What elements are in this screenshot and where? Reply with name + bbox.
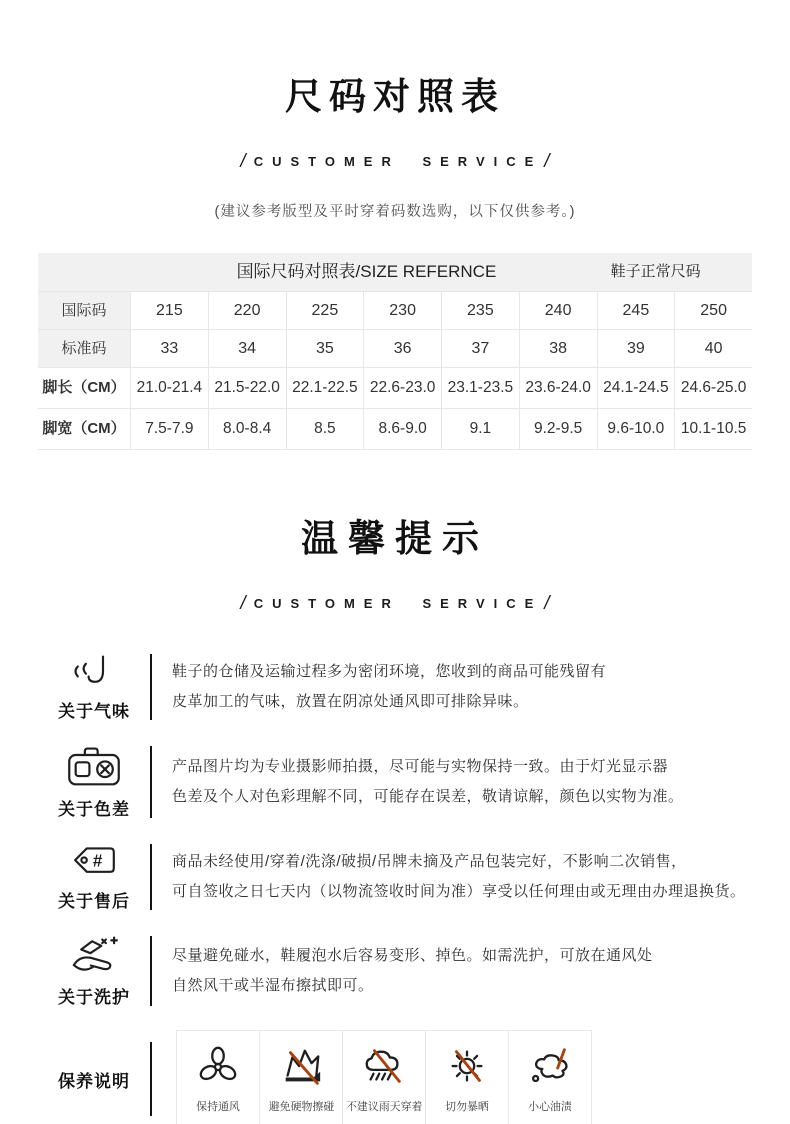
no-hard-object-icon xyxy=(278,1044,324,1090)
care-box-label: 避免硬物擦碰 xyxy=(268,1101,334,1113)
table-cell: 8.6-9.0 xyxy=(363,409,441,449)
tips-list xyxy=(38,652,752,1124)
size-note: (建议参考版型及平时穿着码数选购，以下仅供参考。) xyxy=(214,204,576,220)
table-cell: 8.0-8.4 xyxy=(208,409,286,449)
table-cell: 36 xyxy=(363,330,441,367)
table-cell: 240 xyxy=(519,292,597,329)
table-cell: 24.6-25.0 xyxy=(674,368,752,408)
care-section xyxy=(38,1030,752,1124)
table-cell: 9.2-9.5 xyxy=(519,409,597,449)
size-chart-title: 尺码对照表 xyxy=(285,76,505,117)
no-rain-icon xyxy=(361,1044,407,1090)
size-table xyxy=(38,253,752,450)
tip-left-column xyxy=(38,652,150,722)
table-cell: 21.5-22.0 xyxy=(208,368,286,408)
tip-row-aftersale xyxy=(38,842,752,912)
care-box-label: 不建议雨天穿着 xyxy=(345,1101,423,1113)
tip-left-column xyxy=(38,744,150,820)
table-cell: 235 xyxy=(441,292,519,329)
table-header-right: 鞋子正常尺码 xyxy=(610,263,701,280)
tag-icon xyxy=(67,842,121,880)
tip-left-column xyxy=(38,934,150,1008)
tip-label: 关于气味 xyxy=(58,702,130,721)
care-box-label: 切勿暴晒 xyxy=(445,1101,489,1113)
table-cell: 35 xyxy=(286,330,364,367)
slash-decoration: / xyxy=(240,151,246,172)
row-label: 脚长（CM） xyxy=(42,379,126,396)
table-cell: 220 xyxy=(208,292,286,329)
table-cell: 245 xyxy=(597,292,675,329)
table-header-left: 国际尺码对照表/SIZE REFERNCE xyxy=(236,262,497,281)
slash-decoration: / xyxy=(240,593,246,614)
tips-title: 温馨提示 xyxy=(301,518,489,559)
table-cell: 7.5-7.9 xyxy=(130,409,208,449)
table-cell: 250 xyxy=(674,292,752,329)
slash-decoration: / xyxy=(544,593,550,614)
tip-text-line: 产品图片均为专业摄影师拍摄，尽可能与实物保持一致。由于灯光显示器 xyxy=(172,758,669,775)
table-cell: 37 xyxy=(441,330,519,367)
slash-decoration: / xyxy=(544,151,550,172)
row-label: 标准码 xyxy=(38,330,130,367)
tip-text-line: 色差及个人对色彩理解不同，可能存在误差，敬请谅解，颜色以实物为准。 xyxy=(172,788,684,805)
table-cell: 225 xyxy=(286,292,364,329)
table-cell: 24.1-24.5 xyxy=(597,368,675,408)
table-cell: 21.0-21.4 xyxy=(130,368,208,408)
table-cell: 40 xyxy=(674,330,752,367)
tip-text xyxy=(152,842,752,912)
tip-text xyxy=(152,652,752,722)
table-cell: 23.1-23.5 xyxy=(441,368,519,408)
row-label: 脚宽（CM） xyxy=(42,420,126,437)
table-cell: 8.5 xyxy=(286,409,364,449)
table-cell: 38 xyxy=(519,330,597,367)
table-cell: 23.6-24.0 xyxy=(519,368,597,408)
camera-icon xyxy=(66,744,122,788)
table-cell: 215 xyxy=(130,292,208,329)
table-row xyxy=(38,291,752,329)
table-row xyxy=(38,329,752,367)
care-left-column xyxy=(38,1030,150,1124)
subtitle-text: CUSTOMER SERVICE xyxy=(253,596,543,611)
customer-service-subtitle xyxy=(0,592,790,614)
table-cell: 22.1-22.5 xyxy=(286,368,364,408)
tip-text-line: 皮革加工的气味，放置在阴凉处通风即可排除异味。 xyxy=(172,693,529,710)
tip-row-smell xyxy=(38,652,752,722)
care-label: 保养说明 xyxy=(58,1071,130,1091)
nose-icon xyxy=(67,652,121,690)
tip-row-color xyxy=(38,744,752,820)
care-box-no-rain xyxy=(342,1030,426,1124)
row-label: 国际码 xyxy=(38,292,130,329)
tip-label: 关于色差 xyxy=(58,800,130,819)
care-boxes xyxy=(176,1030,592,1124)
care-box-label: 小心油渍 xyxy=(528,1101,572,1113)
table-cell: 22.6-23.0 xyxy=(363,368,441,408)
table-row xyxy=(38,367,752,408)
hand-wash-icon xyxy=(66,934,122,976)
care-box-no-hard-objects xyxy=(259,1030,343,1124)
tip-text xyxy=(152,744,752,820)
table-cell: 10.1-10.5 xyxy=(674,409,752,449)
table-row xyxy=(38,408,752,450)
care-box-label: 保持通风 xyxy=(196,1101,240,1113)
tip-text-line: 自然风干或半湿布擦拭即可。 xyxy=(172,977,374,994)
table-cell: 33 xyxy=(130,330,208,367)
tag-hash-glyph: # xyxy=(92,851,103,871)
subtitle-text: CUSTOMER SERVICE xyxy=(253,154,543,169)
tip-label: 关于售后 xyxy=(58,892,130,911)
tip-text-line: 尽量避免碰水，鞋履泡水后容易变形、掉色。如需洗护，可放在通风处 xyxy=(172,947,653,964)
no-sun-icon xyxy=(444,1044,490,1090)
tip-text-line: 可自签收之日七天内（以物流签收时间为准）享受以任何理由或无理由办理退换货。 xyxy=(172,883,746,900)
care-box-oil-stains xyxy=(508,1030,592,1124)
oil-stain-icon xyxy=(527,1044,573,1090)
tip-row-washing xyxy=(38,934,752,1008)
customer-service-subtitle xyxy=(0,150,790,172)
tip-text-line: 商品未经使用/穿着/洗涤/破损/吊牌未摘及产品包装完好，不影响二次销售， xyxy=(172,853,687,870)
tip-text xyxy=(152,934,752,1008)
table-cell: 230 xyxy=(363,292,441,329)
table-cell: 9.1 xyxy=(441,409,519,449)
care-box-no-sun xyxy=(425,1030,509,1124)
tip-label: 关于洗护 xyxy=(58,988,130,1007)
tip-text-line: 鞋子的仓储及运输过程多为密闭环境，您收到的商品可能残留有 xyxy=(172,663,607,680)
care-box-ventilation xyxy=(176,1030,260,1124)
size-table-header xyxy=(38,253,752,291)
table-cell: 9.6-10.0 xyxy=(597,409,675,449)
tip-left-column xyxy=(38,842,150,912)
fan-icon xyxy=(195,1044,241,1090)
divider xyxy=(150,1042,152,1116)
table-cell: 39 xyxy=(597,330,675,367)
table-cell: 34 xyxy=(208,330,286,367)
